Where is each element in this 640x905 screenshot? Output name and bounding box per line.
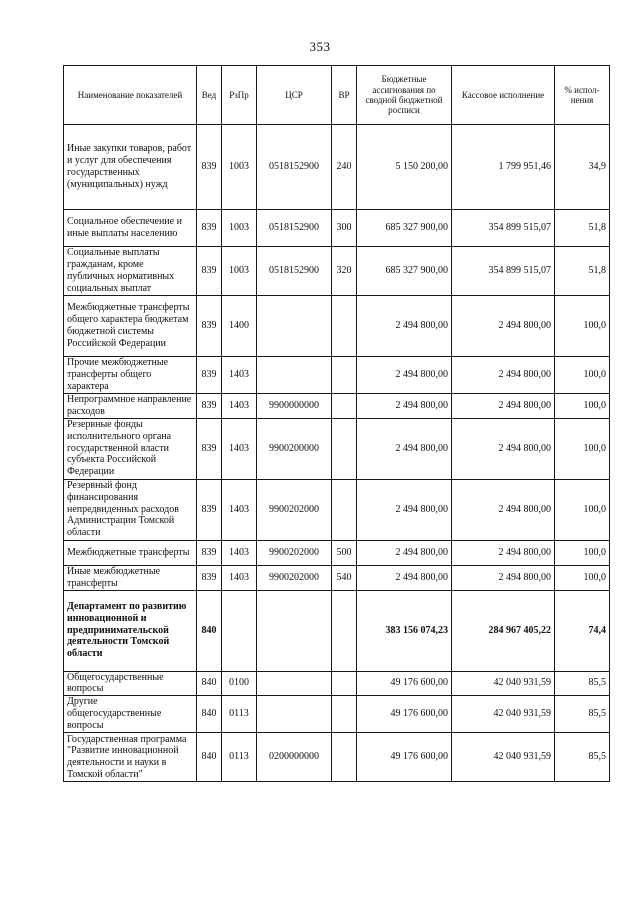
table-row — [64, 418, 610, 479]
row-percent: 100,0 — [555, 357, 610, 394]
row-cash: 42 040 931,59 — [452, 671, 555, 696]
row-ved: 839 — [197, 125, 222, 210]
row-percent: 51,8 — [555, 210, 610, 247]
row-cash: 1 799 951,46 — [452, 125, 555, 210]
row-ved: 840 — [197, 696, 222, 733]
row-vr — [332, 479, 357, 540]
row-name: Межбюджетные трансферты — [64, 540, 197, 565]
table-row — [64, 590, 610, 671]
row-rzpr: 1003 — [222, 125, 257, 210]
row-csr: 0518152900 — [257, 125, 332, 210]
row-cash: 42 040 931,59 — [452, 696, 555, 733]
row-vr — [332, 733, 357, 782]
row-budget: 49 176 600,00 — [357, 696, 452, 733]
row-cash: 2 494 800,00 — [452, 418, 555, 479]
row-rzpr: 0113 — [222, 733, 257, 782]
row-csr: 0518152900 — [257, 247, 332, 296]
table-row — [64, 696, 610, 733]
row-ved: 839 — [197, 479, 222, 540]
row-percent: 100,0 — [555, 394, 610, 419]
row-percent: 51,8 — [555, 247, 610, 296]
row-csr: 9900202000 — [257, 479, 332, 540]
header-rzpr: РзПр — [222, 66, 257, 125]
row-percent: 100,0 — [555, 565, 610, 590]
row-csr: 0518152900 — [257, 210, 332, 247]
row-budget: 49 176 600,00 — [357, 733, 452, 782]
row-csr — [257, 590, 332, 671]
row-budget: 383 156 074,23 — [357, 590, 452, 671]
row-cash: 354 899 515,07 — [452, 210, 555, 247]
table-header-row — [64, 66, 610, 125]
row-percent: 100,0 — [555, 540, 610, 565]
row-ved: 839 — [197, 210, 222, 247]
row-vr — [332, 696, 357, 733]
row-cash: 2 494 800,00 — [452, 357, 555, 394]
row-percent: 100,0 — [555, 418, 610, 479]
row-percent: 34,9 — [555, 125, 610, 210]
table-row — [64, 247, 610, 296]
row-ved: 839 — [197, 418, 222, 479]
row-vr: 540 — [332, 565, 357, 590]
table-row — [64, 394, 610, 419]
row-budget: 2 494 800,00 — [357, 394, 452, 419]
row-csr: 9900000000 — [257, 394, 332, 419]
table-row — [64, 733, 610, 782]
header-name: Наименование показателей — [64, 66, 197, 125]
row-percent: 100,0 — [555, 296, 610, 357]
row-cash: 354 899 515,07 — [452, 247, 555, 296]
row-name: Социальные выплаты гражданам, кроме публичных нормативных социальных выплат — [64, 247, 197, 296]
row-vr — [332, 394, 357, 419]
row-vr: 240 — [332, 125, 357, 210]
row-rzpr: 0100 — [222, 671, 257, 696]
header-budget: Бюджетные ассигнования по сводной бюджетной росписи — [357, 66, 452, 125]
row-ved: 839 — [197, 247, 222, 296]
row-percent: 85,5 — [555, 671, 610, 696]
row-cash: 2 494 800,00 — [452, 479, 555, 540]
row-budget: 685 327 900,00 — [357, 247, 452, 296]
row-budget: 2 494 800,00 — [357, 296, 452, 357]
row-vr — [332, 357, 357, 394]
row-ved: 839 — [197, 357, 222, 394]
row-name: Общегосударственные вопросы — [64, 671, 197, 696]
row-cash: 2 494 800,00 — [452, 394, 555, 419]
row-rzpr: 1403 — [222, 565, 257, 590]
row-name: Департамент по развитию инновационной и предпринимательской деятельности Томской области — [64, 590, 197, 671]
row-rzpr: 1403 — [222, 418, 257, 479]
row-cash: 2 494 800,00 — [452, 296, 555, 357]
row-name: Резервные фонды исполнительного органа государственной власти субъекта Российской Федерации — [64, 418, 197, 479]
row-rzpr: 1403 — [222, 479, 257, 540]
row-percent: 100,0 — [555, 479, 610, 540]
row-csr — [257, 296, 332, 357]
row-name: Другие общегосударственные вопросы — [64, 696, 197, 733]
row-ved: 839 — [197, 565, 222, 590]
row-csr: 9900202000 — [257, 565, 332, 590]
row-vr: 300 — [332, 210, 357, 247]
row-cash: 2 494 800,00 — [452, 540, 555, 565]
row-rzpr: 1003 — [222, 210, 257, 247]
row-ved: 840 — [197, 733, 222, 782]
table-row — [64, 479, 610, 540]
row-vr: 500 — [332, 540, 357, 565]
row-rzpr: 1400 — [222, 296, 257, 357]
table-row — [64, 565, 610, 590]
row-vr — [332, 590, 357, 671]
row-vr — [332, 671, 357, 696]
header-csr: ЦСР — [257, 66, 332, 125]
row-rzpr: 1403 — [222, 540, 257, 565]
row-rzpr: 0113 — [222, 696, 257, 733]
row-csr — [257, 696, 332, 733]
row-budget: 2 494 800,00 — [357, 479, 452, 540]
row-ved: 839 — [197, 540, 222, 565]
row-vr: 320 — [332, 247, 357, 296]
row-ved: 839 — [197, 394, 222, 419]
row-cash: 284 967 405,22 — [452, 590, 555, 671]
row-budget: 2 494 800,00 — [357, 357, 452, 394]
row-name: Иные закупки товаров, работ и услуг для обеспечения государственных (муниципальных) нужд — [64, 125, 197, 210]
row-csr: 0200000000 — [257, 733, 332, 782]
table-row — [64, 296, 610, 357]
budget-execution-table — [63, 65, 610, 782]
row-vr — [332, 418, 357, 479]
header-ved: Вед — [197, 66, 222, 125]
page-number: 353 — [309, 39, 331, 54]
row-name: Прочие межбюджетные трансферты общего характера — [64, 357, 197, 394]
header-cash: Кассовое исполнение — [452, 66, 555, 125]
row-csr: 9900200000 — [257, 418, 332, 479]
row-rzpr: 1003 — [222, 247, 257, 296]
table-body — [64, 125, 610, 782]
row-rzpr: 1403 — [222, 394, 257, 419]
row-vr — [332, 296, 357, 357]
row-rzpr: 1403 — [222, 357, 257, 394]
row-csr — [257, 357, 332, 394]
row-budget: 2 494 800,00 — [357, 565, 452, 590]
row-ved: 839 — [197, 296, 222, 357]
row-budget: 5 150 200,00 — [357, 125, 452, 210]
row-cash: 42 040 931,59 — [452, 733, 555, 782]
row-budget: 685 327 900,00 — [357, 210, 452, 247]
table-row — [64, 125, 610, 210]
row-ved: 840 — [197, 590, 222, 671]
row-cash: 2 494 800,00 — [452, 565, 555, 590]
row-name: Государственная программа "Развитие инновационной деятельности и науки в Томской области" — [64, 733, 197, 782]
row-percent: 85,5 — [555, 733, 610, 782]
row-csr: 9900202000 — [257, 540, 332, 565]
table-row — [64, 210, 610, 247]
row-csr — [257, 671, 332, 696]
row-budget: 2 494 800,00 — [357, 540, 452, 565]
row-name: Непрограммное направление расходов — [64, 394, 197, 419]
row-budget: 2 494 800,00 — [357, 418, 452, 479]
row-percent: 74,4 — [555, 590, 610, 671]
row-name: Социальное обеспечение и иные выплаты населению — [64, 210, 197, 247]
row-name: Межбюджетные трансферты общего характера бюджетам бюджетной системы Российской Федерации — [64, 296, 197, 357]
row-budget: 49 176 600,00 — [357, 671, 452, 696]
row-ved: 840 — [197, 671, 222, 696]
table-row — [64, 671, 610, 696]
table-row — [64, 357, 610, 394]
row-rzpr — [222, 590, 257, 671]
row-name: Резервный фонд финансирования непредвиденных расходов Администрации Томской области — [64, 479, 197, 540]
row-name: Иные межбюджетные трансферты — [64, 565, 197, 590]
header-vr: ВР — [332, 66, 357, 125]
header-percent: % испол-нения — [555, 66, 610, 125]
table-row — [64, 540, 610, 565]
row-percent: 85,5 — [555, 696, 610, 733]
